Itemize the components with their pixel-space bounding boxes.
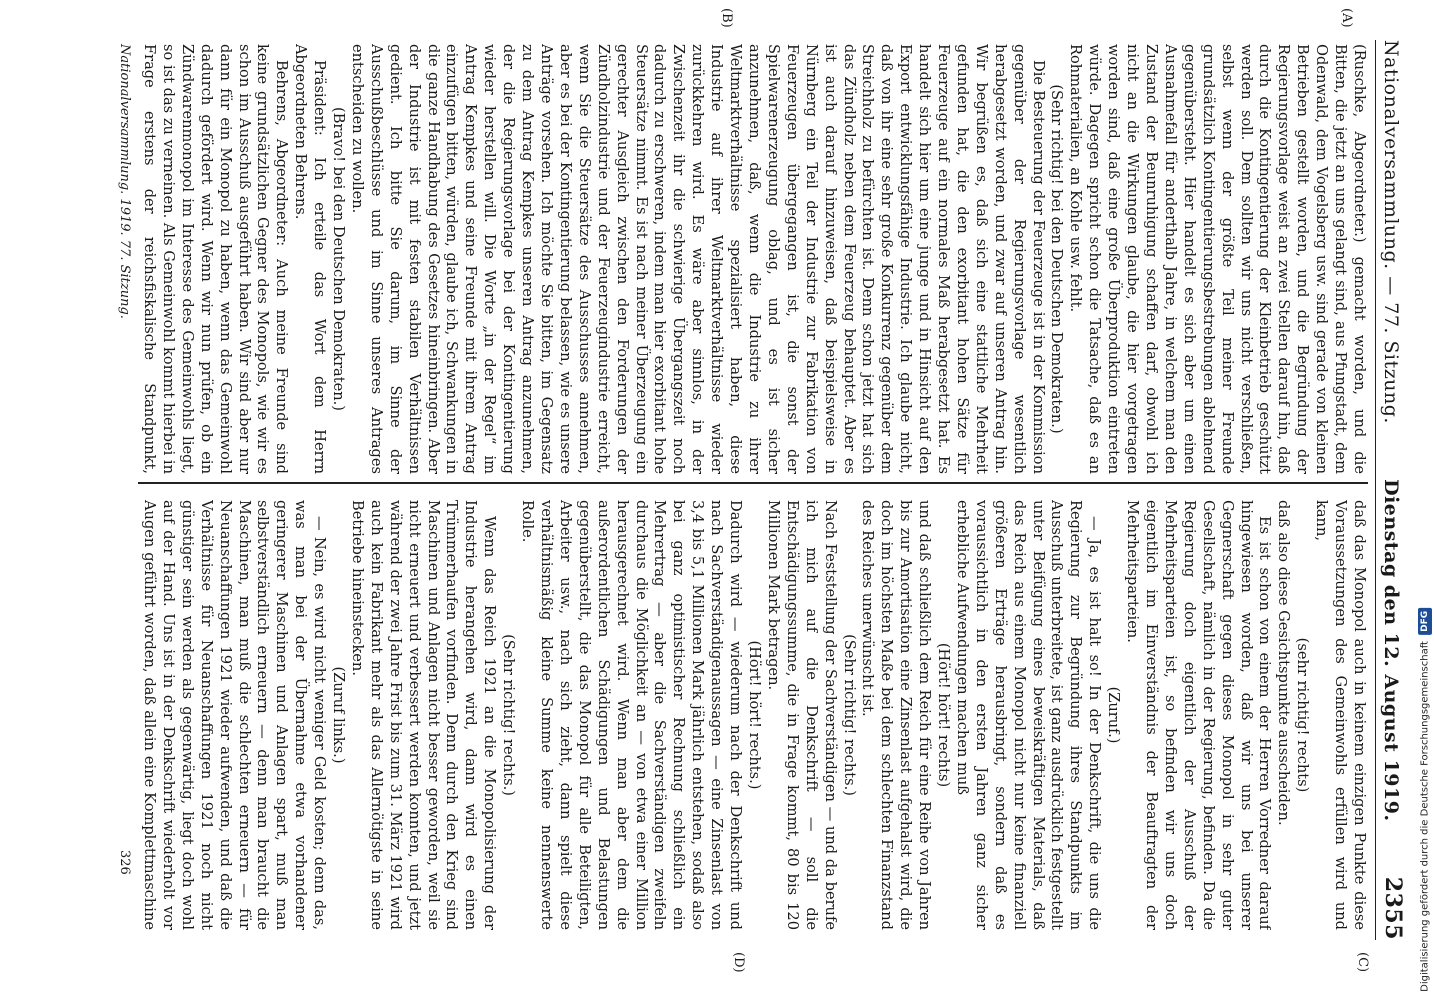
document-page — [34, 0, 1434, 1000]
paragraph: — Ja, es ist halt so! In der Denkschrift, die uns die Regierung zur Begründung ihres Standpunkts im Ausschuß unterbreitete, ist ganz ausdrücklich festgestellt unter Beifügung eines beweiskräftigen Materials, daß das Reich aus einem Monopol nicht nur keine finanziell größeren Erträge herausbringt, sondern daß es voraussichtlich in den ersten Jahren ganz sicher erhebliche Aufwendungen machen muß — [953, 500, 1104, 930]
interjection: (Sehr richtig! rechts.) — [840, 634, 858, 796]
margin-marker-a: (A) — [1339, 8, 1354, 28]
margin-marker-b: (B) — [719, 8, 734, 28]
interjection: (Zuruf.) — [1105, 686, 1123, 744]
paragraph: Dadurch wird — wiederum nach der Denkschrift und nach Sachverständigenaussagen — eine Zinsenlast von 3,4 bis 5,1 Millionen Mark jährlich entstehen, sodaß also bei ganz optimistischer Rechnung schließlich ein Mehrertrag — aber die Sachverständigen zweifeln durchaus die Möglichkeit an — von etwa einer Million herausgerechnet wird. Wenn man aber dem die außerordentlichen Schädigungen und Belastungen gegenüberstellt, die das Monopol für alle Beteiligten, Arbeiter usw., nach sich zieht, dann spielt diese verhältnismäßig kleine Summe keine nennenswerte Rolle. — [519, 500, 745, 930]
page-footer: Nationalversammlung. 1919. 77. Sitzung. — [117, 44, 132, 319]
left-column — [138, 44, 1368, 474]
page-header — [1375, 40, 1416, 940]
paragraph: Nach Feststellung der Sachverständigen — und da berufe ich mich auf die Denkschrift — soll die Entschädigungssumme, die in Frage kommt, 80 bis 120 Millionen Mark betragen. — [764, 500, 839, 930]
paragraph: Es ist schon von einem der Herren Vorredner darauf hingewiesen worden, daß wir uns bei unserer Gegnerschaft gegen dieses Monopol in sehr guter Gesellschaft, nämlich in der Regierung, befinden. Da die Regierung doch eigentlich der Ausschuß der Mehrheitsparteien ist, so befinden wir uns doch eigentlich im Einverständnis der Beauftragten der Mehrheitsparteien. — [1124, 500, 1274, 930]
paragraph: daß das Monopol auch in keinem einzigen Punkte diese Voraussetzungen des Gemeinwohls erfüllen wird und kann, — [1313, 500, 1368, 930]
header-date: Dienstag den 12. August 1919. — [1380, 479, 1402, 822]
paragraph: — Nein, es wird nicht weniger Geld kosten; denn das, was man bei der Übernahme etwa vorhandener geringerer Maschinen und Anlagen spart, muß man selbstverständlich erneuern — denn man braucht die Maschinen, man muß die schlechten erneuern — für Neuanschaffungen 1921 wieder aufwenden, und daß die Verhältnisse für Neuanschaffungen 1921 noch nicht günstiger sein werden als gegenwärtig, liegt doch wohl auf der Hand. Uns ist in der Denkschrift wiederholt vor Augen geführt worden, daß allein eine Komplettmaschine — [141, 500, 329, 930]
printer-signature: 326 — [117, 850, 132, 875]
interjection: (Sehr richtig! rechts.) — [500, 634, 518, 796]
header-left: Nationalversammlung. — 77. Sitzung. — [1380, 40, 1402, 424]
interjection: (sehr richtig! rechts) — [1294, 637, 1312, 793]
column-divider — [138, 482, 1368, 484]
speaker-paragraph: Behrens, Abgeordneter: Auch meine Freunde sind keine grundsätzlichen Gegner des Monopols, wie wir es schon im Ausschuß ausgeführt haben. Wir sind aber nur dann für ein Monopol zu haben, wenn das Gemeinwohl dadurch gefördert wird. Wenn wir nun prüfen, ob ein Zündwarenmonopol im Interesse des Gemeinwohls liegt, so ist das zu verneinen. Als Gemeinwohl kommt hierbei in Frage erstens der reichsfiskalische Standpunkt, — [141, 44, 291, 474]
interjection: (Zuruf links.) — [330, 666, 348, 764]
credit-text: Digitalisierung gefördert durch die Deutsche Forschungsgemeinschaft — [1419, 641, 1431, 992]
right-column — [138, 500, 1368, 930]
interjection: (Sehr richtig! bei den Deutschen Demokraten.) — [1048, 84, 1066, 434]
paragraph: Die Besteuerung der Feuerzeuge ist in der Kommission gegenüber der Regierungsvorlage wesentlich herabgesetzt worden, und zwar auf unseren Antrag hin. Wir begrüßen es, daß sich eine stattliche Mehrheit gefunden hat, die den exorbitant hohen Sätze für Feuerzeuge auf ein normales Maß herabgesetzt hat. Es handelt sich hier um eine junge und in Hinsicht auf den Export entwicklungsfähige Industrie. Ich glaube nicht, daß von ihr eine sehr große Konkurrenz gegenüber dem Streichholz zu befürchten ist. Denn schon jetzt hat sich das Zündholz neben dem Feuerzeug behauptet. Aber es ist auch darauf hinzuweisen, daß beispielsweise in Nürnberg ein Teil der Industrie zur Fabrikation von Feuerzeugen übergegangen ist, die sonst der Spielwarenerzeugung oblag, und es ist sicher anzunehmen, daß, wenn die Industrie zu ihrer Weltmarktverhältnisse spezialisiert haben, diese Industrie auf ihrer Weltmarktverhältnisse wieder zurückkehren wird. Es wäre aber sinnlos, in der Zwischenzeit ihr die schwierige Übergangszeit noch dadurch zu erschweren, indem man hier exorbitant hohe Steuersätze nimmt. Es ist nach meiner Überzeugung ein gerechter Ausgleich zwischen den Forderungen der Zündholzindustrie und der Feuerzeugindustrie erreicht, wenn Sie die Steuersätze des Ausschusses annehmen, aber es bei der Kontingentierung belassen, wie es unsere Anträge vorsehen. Ich möchte Sie bitten, im Gegensatz zu dem Antrag Kempkes unseren Antrag anzunehmen, der die Regierungsvorlage bei der Kontingentierung wieder herstellen will. Die Worte „in der Regel“ im Antrag Kempkes und seine Freunde mit ihrem Antrag einzufügen bitten, würden, glaube ich, Schwankungen in die ganze Handhabung des Gesetzes hineinbringen. Aber der Industrie ist mit festen stabilen Verhältnissen gedient. Ich bitte Sie darum, im Sinne der Ausschußbeschlüsse und im Sinne unseres Antrages entscheiden zu wollen. — [348, 44, 1047, 474]
margin-marker-c: (C) — [1355, 952, 1370, 973]
interjection: (Bravo! bei den Deutschen Demokraten.) — [330, 107, 348, 411]
page-number: 2355 — [1380, 876, 1406, 940]
speaker-paragraph: Präsident: Ich erteile das Wort dem Herrn Abgeordneten Behrens. — [292, 44, 329, 474]
digitization-credit — [1418, 608, 1432, 992]
interjection: (Hört! hört! rechts.) — [746, 640, 763, 790]
paragraph: (Ruschke, Abgeordneter.) gemacht worden, und die Bitten, die jetzt an uns gelangt sind, aus Pfungstadt, dem Odenwald, dem Vogelsberg usw. sind gerade von kleinen Betrieben gestellt worden, und die Begründung der Regierungsvorlage weist an zwei Stellen darauf hin, daß durch die Kontingentierung der Kleinbetrieb geschützt werden soll. Dem sollten wir uns nicht verschließen, selbst wenn der größte Teil meiner Freunde grundsätzlich Kontingentierungsbestrebungen ablehnend gegenübersteht. Hier handelt es sich aber um einen Ausnahmefall für anderthalb Jahre, in welchem man den Zustand der Beunruhigung schaffen darf, obwohl ich nicht an die Wirkungen glaube, die hier vorgetragen worden sind, daß eine große Überproduktion eintreten würde. Dagegen spricht schon die Tatsache, daß es an Rohmaterialien, an Kohle usw. fehlt. — [1067, 44, 1368, 474]
interjection: (Hört! hört! rechts) — [935, 642, 953, 788]
paragraph: Wenn das Reich 1921 an die Monopolisierung der Industrie herangehen wird, dann wird es einen Trümmerhaufen vorfinden. Denn durch den Krieg sind Maschinen und Anlagen nicht besser geworden, weil sie nicht erneuert und verbessert werden konnten, und jetzt während der zwei Jahre Frist bis zum 31. März 1921 wird auch kein Fabrikant mehr als das Allernötigste in seine Betriebe hineinstecken. — [348, 500, 499, 930]
paragraph: und daß schließlich dem Reich für eine Reihe von Jahren bis zur Amortisation eine Zinsenlast aufgehalst wird, die doch im höchsten Maße bei dem schlechten Finanzstand des Reiches unerwünscht ist. — [859, 500, 934, 930]
dfg-logo: DFG — [1418, 608, 1432, 635]
paragraph: daß also diese Gesichtspunkte ausscheiden. — [1275, 500, 1293, 826]
margin-marker-d: (D) — [731, 952, 746, 973]
